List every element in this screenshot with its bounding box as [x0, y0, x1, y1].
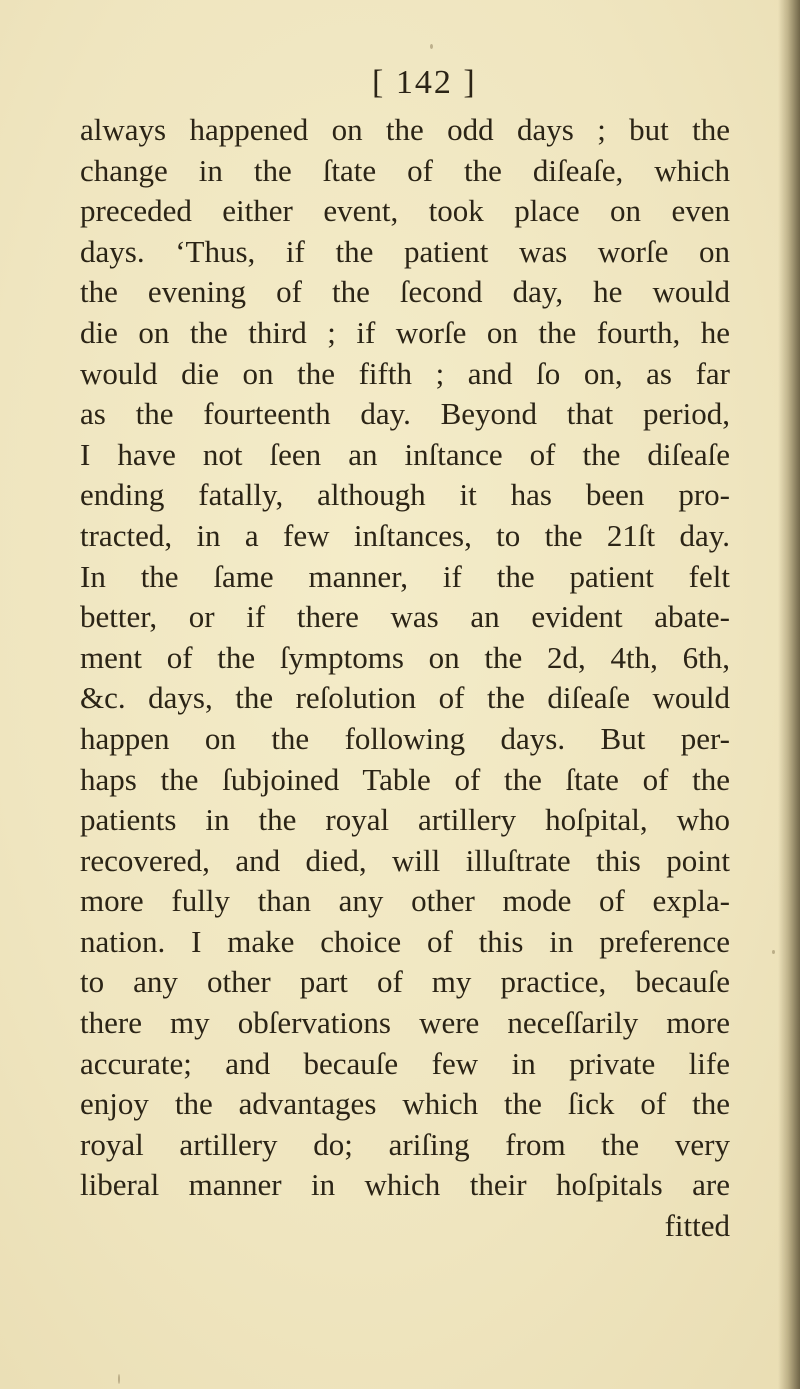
text-line: accurate; and becauſe few in private life — [80, 1045, 730, 1081]
text-line: patients in the royal artillery hoſpital, who — [80, 802, 730, 838]
paper-speck — [430, 44, 433, 49]
text-line: would die on the fifth ; and ſo on, as far — [80, 355, 730, 391]
text-line: preceded either event, took place on even — [80, 193, 730, 229]
text-line: tracted, in a few inſtances, to the 21ſt day. — [80, 517, 730, 553]
text-line: recovered, and died, will illuſtrate this point — [80, 842, 730, 878]
text-line: better, or if there was an evident abate- — [80, 599, 730, 635]
text-line: liberal manner in which their hoſpitals are — [80, 1167, 730, 1203]
catchword: fitted — [664, 1208, 730, 1244]
text-line: always happened on the odd days ; but the — [80, 112, 730, 147]
text-line: there my obſervations were neceſſarily more — [80, 1005, 730, 1041]
page-number-header: [ 142 ] — [372, 64, 477, 101]
text-line: to any other part of my practice, becauſe — [80, 964, 730, 1000]
text-line: I have not ſeen an inſtance of the diſeaſe — [80, 436, 730, 472]
text-line: die on the third ; if worſe on the fourth, he — [80, 314, 730, 350]
text-line: haps the ſubjoined Table of the ſtate of the — [80, 761, 730, 797]
page-edge-shadow — [778, 0, 800, 1389]
text-line: royal artillery do; ariſing from the very — [80, 1126, 730, 1162]
text-line: change in the ſtate of the diſeaſe, which — [80, 152, 730, 188]
text-line: days. ‘Thus, if the patient was worſe on — [80, 233, 730, 269]
text-line: more fully than any other mode of expla- — [80, 883, 730, 919]
text-line: In the ſame manner, if the patient felt — [80, 558, 730, 594]
text-line: enjoy the advantages which the ſick of the — [80, 1086, 730, 1122]
paper-speck — [772, 950, 775, 954]
text-line: nation. I make choice of this in preference — [80, 923, 730, 959]
body-text — [80, 110, 730, 1247]
text-line: as the fourteenth day. Beyond that period, — [80, 396, 730, 432]
text-line: ment of the ſymptoms on the 2d, 4th, 6th, — [80, 639, 730, 675]
text-line: happen on the following days. But per- — [80, 720, 730, 756]
text-line: &c. days, the reſolution of the diſeaſe would — [80, 680, 730, 716]
text-line: the evening of the ſecond day, he would — [80, 274, 730, 310]
paper-speck — [118, 1374, 120, 1384]
text-line: ending fatally, although it has been pro- — [80, 477, 730, 513]
